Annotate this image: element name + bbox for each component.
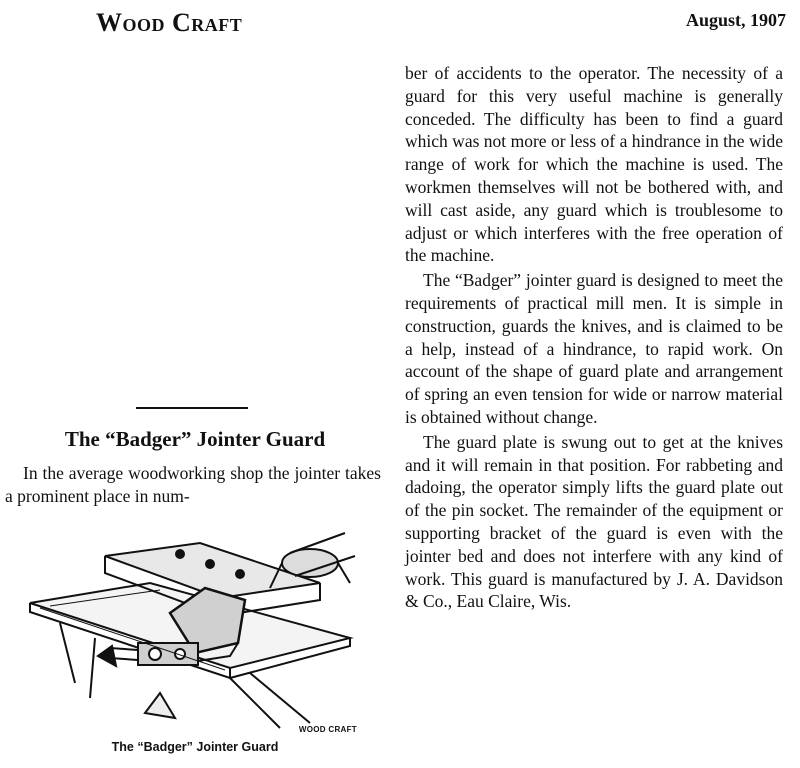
section-divider <box>136 407 248 409</box>
paragraph-design: The “Badger” jointer guard is designed to meet the requirements of practical mill men. It is simple in construction, guards the knives, and is claimed to be a help, instead of a hindrance, to rapid work. On account of the shape of guard plate and arrangement of spring an even tension for wide or narrow material is obtained without change. <box>405 270 783 427</box>
paragraph-continuation: ber of accidents to the operator. The necessity of a guard for this very useful machine is generally conceded. The difficulty has been to find a guard which was not more or less of a hindrance in the wide range of work for which the machine is used. The workmen themselves will not be bothered with, and will cast aside, any guard which is troublesome to adjust or which interferes with the free operation of the machine. <box>405 63 783 266</box>
article-headline: The “Badger” Jointer Guard <box>64 427 326 451</box>
jointer-guard-figure <box>20 528 365 738</box>
issue-date: August, 1907 <box>685 10 786 30</box>
intro-text: In the average woodworking shop the jointer takes a prominent place in num- <box>5 463 381 506</box>
publication-title: Wood Craft <box>96 8 243 37</box>
jointer-machine-illustration-icon <box>20 528 365 738</box>
figure-credit: WOOD CRAFT <box>298 725 357 734</box>
right-column <box>405 62 783 613</box>
intro-paragraph <box>5 462 381 508</box>
figure-caption: The “Badger” Jointer Guard <box>111 740 279 754</box>
paragraph-operation: The guard plate is swung out to get at the knives and it will remain in that position. For rabbeting and dadoing, the operator simply lifts the guard plate out of the pin socket. The remainder of the equipment or supporting bracket of the guard is even with the jointer bed and does not interfere with any kind of work. This guard is manufactured by J. A. Davidson & Co., Eau Claire, Wis. <box>405 431 783 612</box>
